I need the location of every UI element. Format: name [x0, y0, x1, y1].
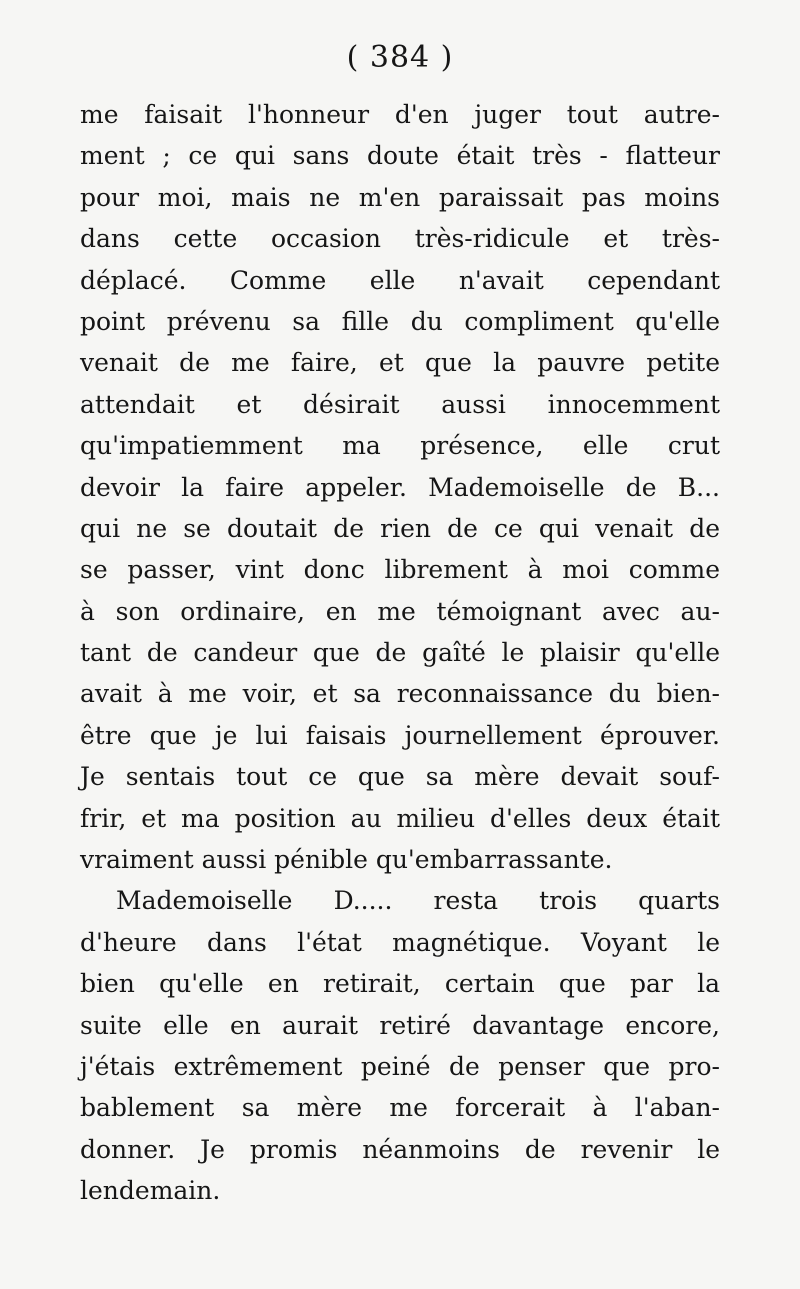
text-line: me faisait l'honneur d'en juger tout autre- — [80, 100, 720, 129]
text-line: devoir la faire appeler. Mademoiselle de B... — [80, 472, 720, 502]
text-line: ment ; ce qui sans doute était très - flatteur — [80, 141, 720, 171]
text-line: pour moi, mais ne m'en paraissait pas moins — [80, 182, 720, 212]
text-line: dans cette occasion très-ridicule et très- — [80, 224, 720, 254]
text-line: à son ordinaire, en me témoignant avec au- — [80, 596, 720, 626]
text-line: point prévenu sa fille du compliment qu'elle — [80, 306, 720, 336]
text-line: lendemain. — [80, 1176, 221, 1206]
text-line: attendait et désirait aussi innocemment — [80, 389, 720, 419]
text-line: frir, et ma position au milieu d'elles deux était — [80, 803, 720, 833]
text-line: venait de me faire, et que la pauvre petite — [80, 348, 720, 378]
text-line: Je sentais tout ce que sa mère devait souf- — [80, 762, 720, 792]
page-number: ( 384 ) — [346, 40, 454, 75]
paragraph-1 — [80, 94, 720, 880]
body-text — [80, 94, 720, 1212]
text-line: d'heure dans l'état magnétique. Voyant le — [80, 927, 720, 957]
text-line: suite elle en aurait retiré davantage encore, — [80, 1010, 720, 1040]
text-line: vraiment aussi pénible qu'embarrassante. — [80, 845, 613, 875]
text-line: être que je lui faisais journellement éprouver. — [80, 720, 720, 750]
text-line: donner. Je promis néanmoins de revenir le — [80, 1134, 720, 1164]
text-line: se passer, vint donc librement à moi comme — [80, 555, 720, 585]
text-line: avait à me voir, et sa reconnaissance du bien- — [80, 679, 720, 709]
text-line: qui ne se doutait de rien de ce qui venait de — [80, 513, 720, 543]
text-line: déplacé. Comme elle n'avait cependant — [80, 265, 720, 295]
text-line: bien qu'elle en retirait, certain que par la — [80, 969, 720, 999]
paragraph-2 — [80, 880, 720, 1211]
text-line: Mademoiselle D..... resta trois quarts — [116, 886, 720, 916]
text-line: tant de candeur que de gaîté le plaisir qu'elle — [80, 638, 720, 668]
text-line: qu'impatiemment ma présence, elle crut — [80, 431, 720, 461]
text-line: bablement sa mère me forcerait à l'aban- — [80, 1093, 720, 1123]
text-line: j'étais extrêmement peiné de penser que pro- — [80, 1051, 720, 1081]
